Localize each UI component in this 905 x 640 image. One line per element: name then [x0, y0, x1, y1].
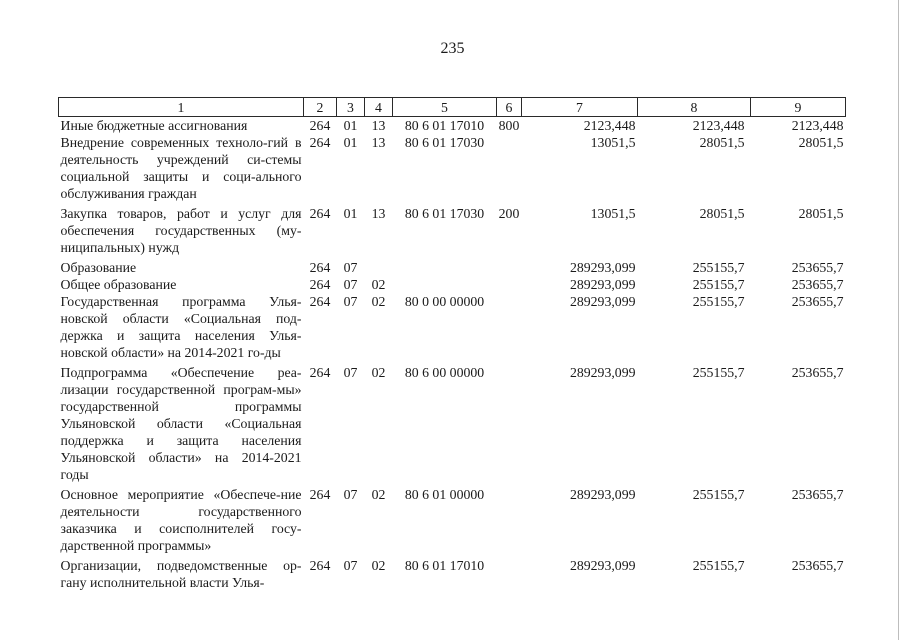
cell-amount-9: 253655,7 — [791, 487, 844, 502]
cell-amount-8: 255155,7 — [692, 294, 745, 309]
header-cell: 4 — [365, 98, 393, 117]
table-row — [59, 361, 846, 483]
cell-subsection: 02 — [371, 558, 386, 573]
table-row — [59, 293, 846, 361]
cell-target-code — [393, 276, 497, 293]
table-row — [59, 117, 846, 135]
cell-amount-7: 289293,099 — [569, 558, 636, 573]
cell-target-code: 80 6 00 00000 — [404, 365, 485, 380]
cell-amount-8: 28051,5 — [699, 206, 745, 221]
cell-amount-8: 2123,448 — [692, 118, 745, 133]
cell-expense-type — [497, 554, 522, 591]
cell-subsection: 13 — [371, 206, 386, 221]
table-row — [59, 202, 846, 256]
cell-ministry: 264 — [309, 558, 331, 573]
cell-amount-9: 253655,7 — [791, 558, 844, 573]
table-row — [59, 256, 846, 276]
cell-target-code: 80 6 01 17010 — [404, 558, 485, 573]
table-row — [59, 134, 846, 202]
cell-target-code: 80 6 01 17030 — [404, 206, 485, 221]
cell-ministry: 264 — [309, 260, 331, 275]
row-name: Общее образование — [60, 277, 177, 292]
cell-amount-8: 255155,7 — [692, 277, 745, 292]
cell-target-code: 80 0 00 00000 — [404, 294, 485, 309]
cell-amount-8: 255155,7 — [692, 260, 745, 275]
row-name: Государственная программа Улья-новской области «Социальная под-держка и защита населения Улья-новской области» на 2014-2021 го-ды — [60, 294, 302, 360]
cell-ministry: 264 — [309, 294, 331, 309]
cell-ministry: 264 — [309, 135, 331, 150]
header-cell: 6 — [497, 98, 522, 117]
cell-expense-type — [497, 483, 522, 554]
cell-amount-7: 289293,099 — [569, 487, 636, 502]
cell-section: 01 — [343, 135, 358, 150]
cell-section: 07 — [343, 487, 358, 502]
cell-section: 01 — [343, 118, 358, 133]
cell-ministry: 264 — [309, 118, 331, 133]
cell-subsection: 02 — [371, 487, 386, 502]
page-number: 235 — [440, 40, 465, 57]
cell-target-code — [393, 256, 497, 276]
cell-amount-7: 13051,5 — [590, 206, 636, 221]
cell-expense-type: 200 — [498, 206, 520, 221]
cell-target-code: 80 6 01 17030 — [404, 135, 485, 150]
row-name: Иные бюджетные ассигнования — [60, 118, 248, 133]
table-row — [59, 276, 846, 293]
cell-amount-8: 255155,7 — [692, 487, 745, 502]
table-row — [59, 483, 846, 554]
cell-expense-type — [497, 361, 522, 483]
header-cell: 2 — [304, 98, 337, 117]
cell-ministry: 264 — [309, 365, 331, 380]
cell-expense-type — [497, 276, 522, 293]
row-name: Образование — [60, 260, 137, 275]
cell-subsection: 13 — [371, 135, 386, 150]
cell-target-code: 80 6 01 00000 — [404, 487, 485, 502]
header-cell: 1 — [59, 98, 304, 117]
cell-subsection: 13 — [371, 118, 386, 133]
header-cell: 7 — [522, 98, 638, 117]
cell-amount-7: 289293,099 — [569, 365, 636, 380]
scan-edge-line — [898, 0, 899, 640]
cell-target-code: 80 6 01 17010 — [404, 118, 485, 133]
cell-section: 07 — [343, 294, 358, 309]
cell-section: 07 — [343, 277, 358, 292]
row-name: Основное мероприятие «Обеспече-ние деятельности государственного заказчика и соисполнителей госу-дарственной программы» — [60, 487, 302, 553]
cell-amount-9: 253655,7 — [791, 260, 844, 275]
row-name: Подпрограмма «Обеспечение реа-лизации государственной програм-мы» государственной программы Ульяновской области «Социальная поддержка и защита населения Ульяновской области» на 2014-2021 годы — [60, 365, 302, 482]
header-row — [59, 98, 846, 117]
cell-subsection — [365, 256, 393, 276]
cell-section: 07 — [343, 365, 358, 380]
budget-table — [58, 97, 846, 591]
cell-section: 01 — [343, 206, 358, 221]
cell-amount-7: 289293,099 — [569, 294, 636, 309]
cell-subsection: 02 — [371, 365, 386, 380]
cell-amount-9: 2123,448 — [791, 118, 844, 133]
cell-expense-type — [497, 293, 522, 361]
row-name: Организации, подведомственные ор-гану исполнительной власти Улья- — [60, 558, 302, 590]
cell-subsection: 02 — [371, 294, 386, 309]
cell-amount-9: 28051,5 — [798, 206, 844, 221]
cell-expense-type — [497, 134, 522, 202]
cell-amount-7: 2123,448 — [583, 118, 636, 133]
cell-amount-7: 13051,5 — [590, 135, 636, 150]
header-cell: 5 — [393, 98, 497, 117]
cell-expense-type: 800 — [498, 118, 520, 133]
row-name: Внедрение современных техноло-гий в деятельность учреждений си-стемы социальной защиты и соци-ального обслуживания граждан — [60, 135, 302, 201]
cell-amount-7: 289293,099 — [569, 260, 636, 275]
cell-subsection: 02 — [371, 277, 386, 292]
cell-amount-7: 289293,099 — [569, 277, 636, 292]
cell-amount-8: 255155,7 — [692, 558, 745, 573]
table-row — [59, 554, 846, 591]
header-cell: 9 — [751, 98, 846, 117]
cell-section: 07 — [343, 558, 358, 573]
cell-ministry: 264 — [309, 277, 331, 292]
cell-ministry: 264 — [309, 487, 331, 502]
cell-section: 07 — [343, 260, 358, 275]
cell-amount-9: 253655,7 — [791, 277, 844, 292]
header-cell: 8 — [638, 98, 751, 117]
header-cell: 3 — [337, 98, 365, 117]
cell-expense-type — [497, 256, 522, 276]
cell-ministry: 264 — [309, 206, 331, 221]
cell-amount-8: 28051,5 — [699, 135, 745, 150]
cell-amount-9: 253655,7 — [791, 294, 844, 309]
cell-amount-9: 28051,5 — [798, 135, 844, 150]
row-name: Закупка товаров, работ и услуг для обеспечения государственных (му-ниципальных) нужд — [60, 206, 302, 255]
cell-amount-9: 253655,7 — [791, 365, 844, 380]
cell-amount-8: 255155,7 — [692, 365, 745, 380]
